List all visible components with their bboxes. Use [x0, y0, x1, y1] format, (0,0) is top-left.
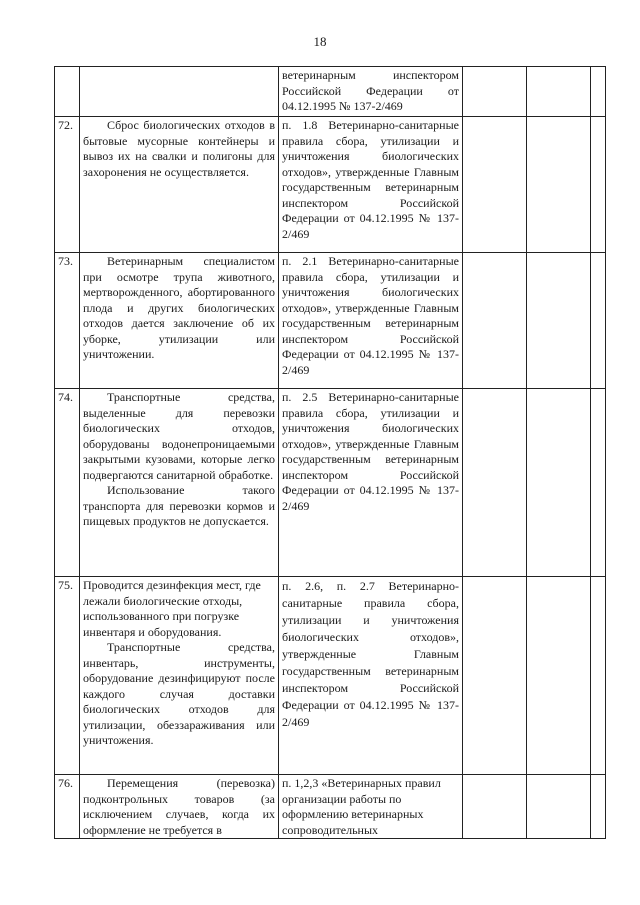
requirement-text: Использование такого транспорта для перевозки кормов и пищевых продуктов не допускается. [83, 483, 275, 528]
answer-yes-cell [463, 775, 527, 839]
table-row [55, 117, 606, 253]
requirement-text: Сброс биологических отходов в бытовые мусорные контейнеры и вывоз их на свалки и полигоны для захоронения не осуществляется. [83, 118, 275, 179]
answer-yes-cell [463, 67, 527, 117]
answer-yes-cell [463, 577, 527, 775]
note-cell [591, 253, 606, 389]
table-row [55, 67, 606, 117]
requirement-cell [80, 577, 279, 775]
note-cell [591, 67, 606, 117]
answer-yes-cell [463, 117, 527, 253]
checklist-table [54, 66, 606, 839]
answer-no-cell [527, 67, 591, 117]
note-cell [591, 117, 606, 253]
requirement-text: Транспортные средства, выделенные для перевозки биологических отходов, оборудованы водонепроницаемыми закрытыми кузовами, которые легко подвергаются санитарной обработке. [83, 390, 275, 482]
reference-cell: п. 1.8 Ветеринарно-санитарные правила сбора, утилизации и уничтожения биологических отходов», утвержденные Главным государственным ветеринарным инспектором Российской Федерации от 04.12.1995 № 137-2/469 [279, 117, 463, 253]
table-row [55, 775, 606, 839]
note-cell [591, 577, 606, 775]
reference-cell: п. 2.5 Ветеринарно-санитарные правила сбора, утилизации и уничтожения биологических отходов», утвержденные Главным государственным ветеринарным инспектором Российской Федерации от 04.12.1995 № 137-2/469 [279, 389, 463, 577]
note-cell [591, 389, 606, 577]
requirement-cell [80, 67, 279, 117]
answer-no-cell [527, 577, 591, 775]
row-number: 75. [55, 577, 80, 775]
row-number [55, 67, 80, 117]
requirement-text: Проводится дезинфекция мест, где лежали биологические отходы, использованного при погрузке инвентаря и оборудования. [83, 578, 261, 639]
reference-cell: п. 1,2,3 «Ветеринарных правил организации работы по оформлению ветеринарных сопроводительных [279, 775, 463, 839]
requirement-text: Ветеринарным специалистом при осмотре трупа животного, мертворожденного, абортированного плода и других биологических отходов дается заключение об их уборке, утилизации или уничтожении. [83, 254, 275, 361]
requirement-cell [80, 253, 279, 389]
table-row [55, 253, 606, 389]
answer-no-cell [527, 389, 591, 577]
requirement-text: Перемещения (перевозка) подконтрольных товаров (за исключением случаев, когда их оформление не требуется в [83, 776, 275, 837]
row-number: 74. [55, 389, 80, 577]
answer-no-cell [527, 253, 591, 389]
answer-no-cell [527, 775, 591, 839]
note-cell [591, 775, 606, 839]
reference-cell: п. 2.6, п. 2.7 Ветеринарно-санитарные правила сбора, утилизации и уничтожения биологических отходов», утвержденные Главным государственным ветеринарным инспектором Российской Федерации от 04.12.1995 № 137-2/469 [279, 577, 463, 775]
requirement-cell [80, 775, 279, 839]
reference-cell: п. 2.1 Ветеринарно-санитарные правила сбора, утилизации и уничтожения биологических отходов», утвержденные Главным государственным ветеринарным инспектором Российской Федерации от 04.12.1995 № 137-2/469 [279, 253, 463, 389]
table-row [55, 577, 606, 775]
answer-yes-cell [463, 389, 527, 577]
page-number: 18 [313, 34, 327, 49]
requirement-text: Транспортные средства, инвентарь, инструменты, оборудование дезинфицируют после каждого случая доставки биологических отходов для утилизации, обеззараживания или уничтожения. [83, 640, 275, 747]
row-number: 76. [55, 775, 80, 839]
requirement-cell [80, 389, 279, 577]
row-number: 72. [55, 117, 80, 253]
table-row [55, 389, 606, 577]
reference-cell: ветеринарным инспектором Российской Федерации от 04.12.1995 № 137-2/469 [279, 67, 463, 117]
answer-yes-cell [463, 253, 527, 389]
answer-no-cell [527, 117, 591, 253]
requirement-cell [80, 117, 279, 253]
row-number: 73. [55, 253, 80, 389]
